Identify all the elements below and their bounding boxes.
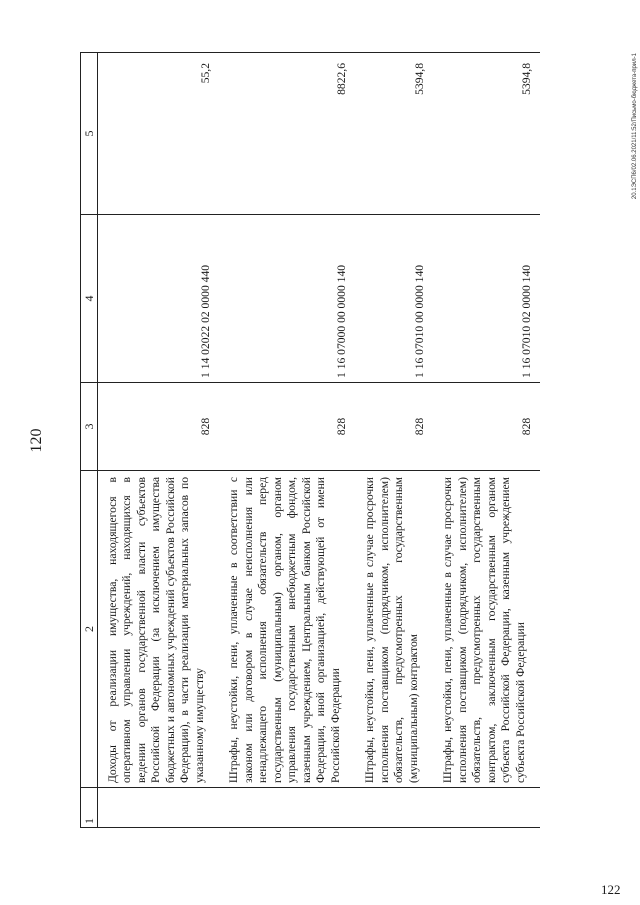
row-admin-code: 828 bbox=[355, 383, 433, 471]
column-header-1: 1 bbox=[81, 788, 98, 828]
table-header-row bbox=[81, 53, 98, 828]
row-description: Доходы от реализации имущества, находящегося в оперативном управлении учреждений, находящихся в ведении органов государственной власти субъектов Российской Федерации (за исключением имущества бюджетных и автономных учреждений субъектов Российской Федерации), в части реализации материальных запасов по указанному имуществу bbox=[98, 471, 220, 788]
document-code-footer: 20.1ЭСП6/02.06.2021/11:52/Письмо-бюджета-прил-1 bbox=[632, 53, 638, 200]
row-budget-code: 1 16 07010 02 0000 140 bbox=[433, 215, 540, 383]
column-header-5: 5 bbox=[81, 53, 98, 215]
row-amount: 5394,8 bbox=[433, 53, 540, 215]
row-budget-code: 1 16 07010 00 0000 140 bbox=[355, 215, 433, 383]
table-row bbox=[98, 53, 220, 828]
page-number-bottom: 122 bbox=[601, 882, 621, 897]
row-index-cell bbox=[219, 788, 355, 828]
column-header-3: 3 bbox=[81, 383, 98, 471]
row-description: Штрафы, неустойки, пени, уплаченные в случае просрочки исполнения поставщиком (подрядчиком, исполнителем) обязательств, предусмотренных государственным (муниципальным) контрактом bbox=[355, 471, 433, 788]
table-row bbox=[219, 53, 355, 828]
rotated-page-content bbox=[28, 53, 638, 828]
row-admin-code: 828 bbox=[433, 383, 540, 471]
table-row bbox=[355, 53, 433, 828]
row-description: Штрафы, неустойки, пени, уплаченные в соответствии с законом или договором в случае неисполнения или ненадлежащего исполнения обязательств перед государственным (муниципальным) органом, органом управления государственным внебюджетным фондом, казенным учреждением, Центральным банком Российской Федерации, иной организацией, действующей от имени Российской Федерации bbox=[219, 471, 355, 788]
row-index-cell bbox=[355, 788, 433, 828]
table-row bbox=[433, 53, 540, 828]
row-description: Штрафы, неустойки, пени, уплаченные в случае просрочки исполнения поставщиком (подрядчиком, исполнителем) обязательств, предусмотренных государственным контрактом, заключенным государственным органом субъекта Российской Федерации, казенным учреждением субъекта Российской Федерации bbox=[433, 471, 540, 788]
row-index-cell bbox=[98, 788, 220, 828]
row-amount: 55,2 bbox=[98, 53, 220, 215]
row-amount: 8822,6 bbox=[219, 53, 355, 215]
revenue-table bbox=[80, 52, 540, 828]
row-admin-code: 828 bbox=[98, 383, 220, 471]
row-admin-code: 828 bbox=[219, 383, 355, 471]
column-header-4: 4 bbox=[81, 215, 98, 383]
row-budget-code: 1 14 02022 02 0000 440 bbox=[98, 215, 220, 383]
page-number-top: 120 bbox=[28, 428, 45, 453]
row-budget-code: 1 16 07000 00 0000 140 bbox=[219, 215, 355, 383]
column-header-2: 2 bbox=[81, 471, 98, 788]
row-index-cell bbox=[433, 788, 540, 828]
row-amount: 5394,8 bbox=[355, 53, 433, 215]
